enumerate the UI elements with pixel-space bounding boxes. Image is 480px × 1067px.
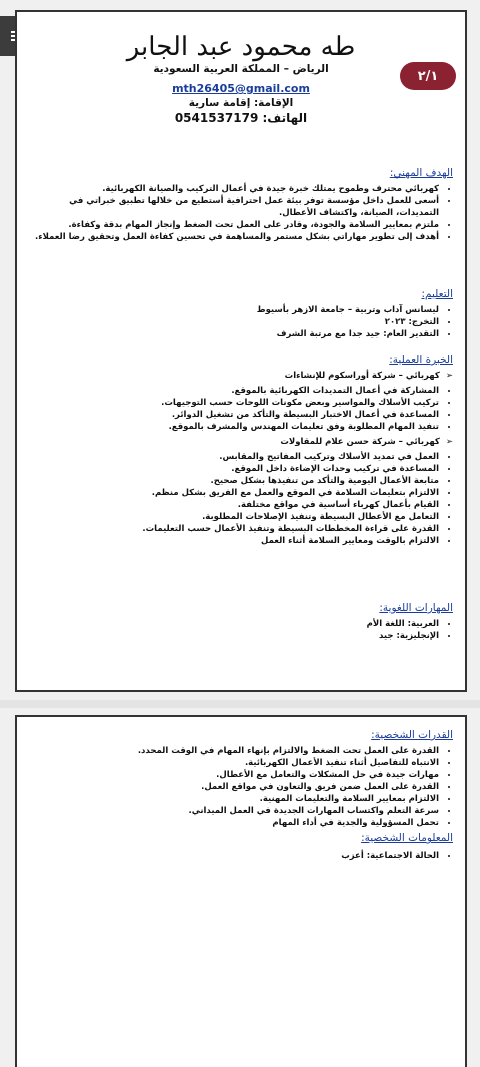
section-title: المهارات اللغوية: bbox=[379, 602, 453, 614]
list-item: • القدرة على العمل ضمن فريق والتعاون في مواقع العمل. bbox=[25, 781, 439, 793]
objective-list bbox=[25, 183, 453, 243]
resume-page-1 bbox=[15, 10, 467, 692]
job-duties-list bbox=[25, 451, 453, 547]
section-title: الخبرة العملية: bbox=[389, 354, 453, 366]
personal-info-list bbox=[25, 850, 453, 862]
list-item: • ليسانس آداب وتربية – جامعة الازهر بأسيوط bbox=[25, 304, 439, 316]
section-title: القدرات الشخصية: bbox=[371, 729, 453, 741]
list-item: • المساعدة في أعمال الاختبار البسيطة والتأكد من تشغيل الدوائر. bbox=[25, 409, 439, 421]
job-duties-list bbox=[25, 385, 453, 433]
list-item: • القدرة على العمل تحت الضغط والالتزام بإنهاء المهام في الوقت المحدد. bbox=[25, 745, 439, 757]
list-item: • المساعدة في تركيب وحدات الإضاءة داخل الموقع. bbox=[25, 463, 439, 475]
list-item: • القدرة على قراءة المخططات البسيطة وتنفيذ الأعمال حسب التعليمات. bbox=[25, 523, 439, 535]
list-item: • التخرج: ٢٠٢٣ bbox=[25, 316, 439, 328]
list-item: • الانتباه للتفاصيل أثناء تنفيذ الأعمال الكهربائية. bbox=[25, 757, 439, 769]
email-link[interactable]: mth26405@gmail.com bbox=[172, 82, 310, 95]
page-number-badge: ٢/١ bbox=[400, 62, 456, 90]
list-item: • مهارات جيدة في حل المشكلات والتعامل مع الأعطال. bbox=[25, 769, 439, 781]
list-item: • التعامل مع الأعطال البسيطة وتنفيذ الإصلاحات المطلوبة. bbox=[25, 511, 439, 523]
resume-header bbox=[17, 32, 465, 125]
section-title: الهدف المهني: bbox=[389, 167, 453, 179]
list-item: • أسعى للعمل داخل مؤسسة توفر بيئة عمل احترافية أستطيع من خلالها تطبيق خبراتي في التمديدات، الصيانة، واكتشاف الأعطال. bbox=[25, 195, 439, 219]
list-item: • الالتزام بالوقت ومعايير السلامة أثناء العمل bbox=[25, 535, 439, 547]
list-item: • العربية: اللغة الأم bbox=[25, 618, 439, 630]
list-item: • متابعة الأعمال اليومية والتأكد من تنفيذها بشكل صحيح. bbox=[25, 475, 439, 487]
languages-section bbox=[25, 602, 453, 642]
job-title: ➢كهربائي – شركة أوراسكوم للإنشاءات bbox=[284, 371, 453, 381]
list-item: • سرعة التعلم واكتساب المهارات الجديدة في العمل الميداني. bbox=[25, 805, 439, 817]
list-item: • تحمل المسؤولية والجدية في أداء المهام bbox=[25, 817, 439, 829]
arrow-marker-icon: ➢ bbox=[445, 371, 453, 381]
objective-section bbox=[25, 167, 453, 243]
list-item: • القيام بأعمال كهرباء أساسية في مواقع مختلفة. bbox=[25, 499, 439, 511]
list-item: • التقدير العام: جيد جدا مع مرتبة الشرف bbox=[25, 328, 439, 340]
list-item: • تنفيذ المهام المطلوبة وفق تعليمات المهندس والمشرف بالموقع. bbox=[25, 421, 439, 433]
list-item: • الالتزام بمعايير السلامة والتعليمات المهنية. bbox=[25, 793, 439, 805]
list-item: • المشاركة في أعمال التمديدات الكهربائية بالموقع. bbox=[25, 385, 439, 397]
list-item: • الحالة الاجتماعية: أعزب bbox=[25, 850, 439, 862]
arrow-marker-icon: ➢ bbox=[445, 437, 453, 447]
section-title: المعلومات الشخصية: bbox=[361, 832, 453, 844]
page-separator bbox=[0, 700, 480, 708]
list-item: • ملتزم بمعايير السلامة والجودة، وقادر على العمل تحت الضغط وإنجاز المهام بدقة وكفاءة. bbox=[25, 219, 439, 231]
list-item: • تركيب الأسلاك والمواسير وبعض مكونات اللوحات حسب التوجيهات. bbox=[25, 397, 439, 409]
job-title: ➢كهربائي – شركة حسن علام للمقاولات bbox=[280, 437, 453, 447]
list-item: • العمل في تمديد الأسلاك وتركيب المفاتيح والمقابس. bbox=[25, 451, 439, 463]
experience-section bbox=[25, 354, 453, 547]
education-list bbox=[25, 304, 453, 340]
languages-list bbox=[25, 618, 453, 642]
list-item: • الالتزام بتعليمات السلامة في الموقع والعمل مع الفريق بشكل منظم. bbox=[25, 487, 439, 499]
education-section bbox=[25, 288, 453, 340]
list-item: • كهربائي محترف وطموح يمتلك خبرة جيدة في أعمال التركيب والصيانة الكهربائية. bbox=[25, 183, 439, 195]
resume-page-2 bbox=[15, 715, 467, 1067]
candidate-name: طه محمود عبد الجابر bbox=[126, 32, 356, 62]
abilities-list bbox=[25, 745, 453, 829]
abilities-section bbox=[25, 729, 453, 862]
residence: الإقامة: إقامة سارية bbox=[188, 97, 294, 109]
list-item: • الإنجليزية: جيد bbox=[25, 630, 439, 642]
location: الرياض – المملكة العربية السعودية bbox=[153, 63, 329, 75]
phone-number: الهاتف: 0541537179 bbox=[174, 111, 308, 125]
section-title: التعليم: bbox=[421, 288, 453, 300]
list-item: • أهدف إلى تطوير مهاراتي بشكل مستمر والمساهمة في تحسين كفاءة العمل وتحقيق رضا العملاء. bbox=[25, 231, 439, 243]
